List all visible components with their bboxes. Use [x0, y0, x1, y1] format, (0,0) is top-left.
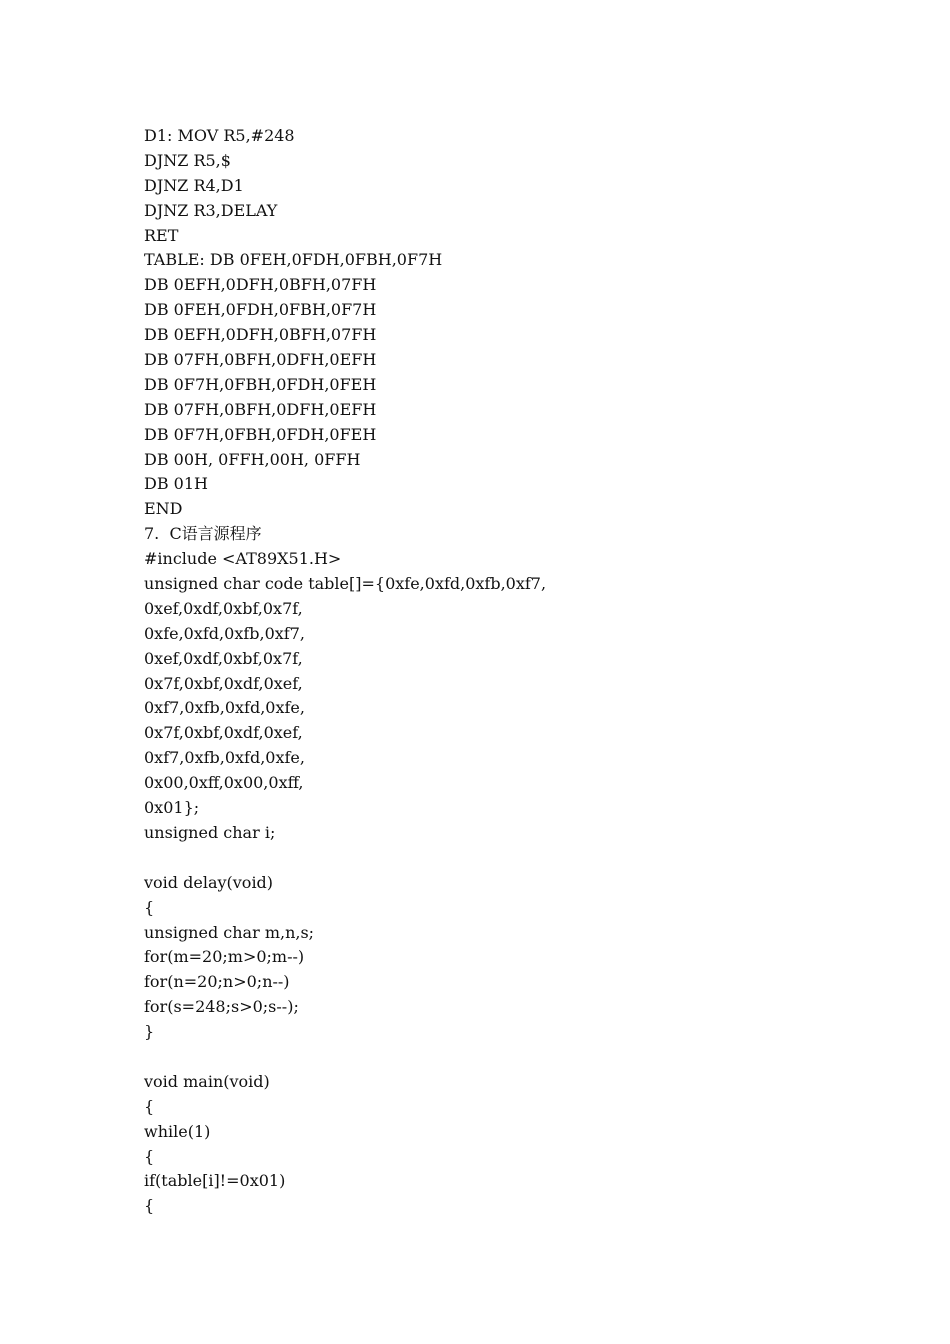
code-line — [144, 1045, 546, 1070]
code-line — [144, 846, 546, 871]
code-line: DJNZ R5,$ — [144, 150, 231, 170]
code-listing — [144, 124, 546, 1219]
code-line: void main(void) — [144, 1071, 270, 1091]
code-line: 0x01}; — [144, 798, 200, 818]
code-line: 0x00,0xff,0x00,0xff, — [144, 773, 304, 793]
code-line: DB 07FH,0BFH,0DFH,0EFH — [144, 399, 377, 419]
code-line: 0xef,0xdf,0xbf,0x7f, — [144, 598, 303, 618]
code-line: DB 0EFH,0DFH,0BFH,07FH — [144, 325, 377, 345]
code-line: 0x7f,0xbf,0xdf,0xef, — [144, 673, 303, 693]
code-line: unsigned char m,n,s; — [144, 922, 315, 942]
code-line: for(n=20;n>0;n--) — [144, 972, 290, 992]
code-line: END — [144, 499, 183, 519]
code-line: DB 0F7H,0FBH,0FDH,0FEH — [144, 424, 377, 444]
code-line: DB 00H, 0FFH,00H, 0FFH — [144, 449, 361, 469]
code-line: } — [144, 1022, 155, 1042]
code-line: { — [144, 1096, 155, 1116]
code-line: 0xf7,0xfb,0xfd,0xfe, — [144, 748, 305, 768]
code-line: 0xfe,0xfd,0xfb,0xf7, — [144, 623, 305, 643]
code-line: DB 01H — [144, 474, 208, 494]
code-line: 7. C语言源程序 — [144, 524, 262, 544]
code-line: void delay(void) — [144, 872, 274, 892]
code-line: DJNZ R3,DELAY — [144, 200, 278, 220]
code-line: DJNZ R4,D1 — [144, 175, 244, 195]
code-line: D1: MOV R5,#248 — [144, 126, 295, 145]
code-line: while(1) — [144, 1121, 211, 1141]
code-line: unsigned char code table[]={0xfe,0xfd,0xfb,0xf7, — [144, 574, 547, 594]
code-line: TABLE: DB 0FEH,0FDH,0FBH,0F7H — [144, 250, 443, 270]
code-line: DB 0F7H,0FBH,0FDH,0FEH — [144, 374, 377, 394]
code-line: unsigned char i; — [144, 822, 276, 842]
code-line: { — [144, 1146, 155, 1166]
code-line: for(m=20;m>0;m--) — [144, 947, 305, 967]
code-line: DB 07FH,0BFH,0DFH,0EFH — [144, 350, 377, 370]
code-line: for(s=248;s>0;s--); — [144, 997, 299, 1017]
code-line: 0xf7,0xfb,0xfd,0xfe, — [144, 698, 305, 718]
code-line: { — [144, 897, 155, 917]
code-line: 0x7f,0xbf,0xdf,0xef, — [144, 723, 303, 743]
code-line: 0xef,0xdf,0xbf,0x7f, — [144, 648, 303, 668]
code-line: DB 0EFH,0DFH,0BFH,07FH — [144, 275, 377, 295]
code-line: if(table[i]!=0x01) — [144, 1171, 286, 1191]
code-line: #include <AT89X51.H> — [144, 549, 342, 569]
code-line: { — [144, 1196, 155, 1216]
code-line: DB 0FEH,0FDH,0FBH,0F7H — [144, 300, 377, 320]
code-line: RET — [144, 225, 179, 245]
